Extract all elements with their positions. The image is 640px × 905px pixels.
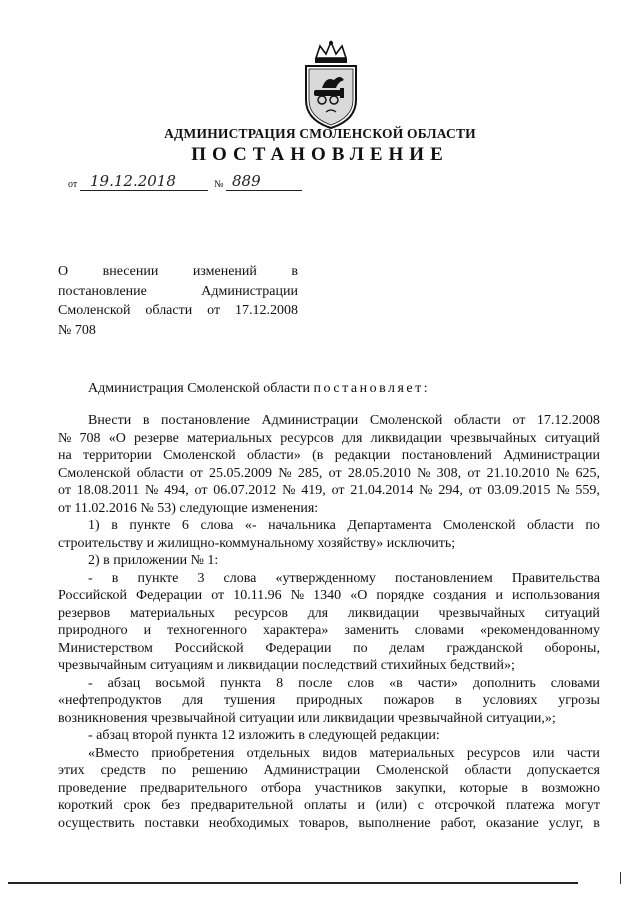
body-word: ресурсов <box>466 745 521 761</box>
body-word: ресурсов <box>234 605 288 621</box>
body-word: Федерации <box>265 640 332 656</box>
body-word: области <box>453 413 501 428</box>
body-line <box>58 570 600 588</box>
body-text <box>58 412 600 832</box>
body-word: постановлением <box>395 570 493 586</box>
subject-word: изменений <box>192 264 257 279</box>
document-type: ПОСТАНОВЛЕНИЕ <box>191 144 449 165</box>
subject-word: Смоленской <box>58 303 131 318</box>
body-word: пункта <box>220 675 262 691</box>
body-word: «О <box>108 430 126 446</box>
body-word: № <box>417 465 431 481</box>
body-word: 17.12.2008 <box>536 413 600 428</box>
body-word: № <box>290 588 305 603</box>
body-word: «Вместо <box>88 745 139 761</box>
body-word: материальных <box>369 745 455 761</box>
body-word: от <box>468 483 482 498</box>
body-word: использования <box>512 588 600 603</box>
body-word: 3 <box>197 570 205 586</box>
body-word: Администрации <box>261 413 359 428</box>
body-word: работ, <box>440 815 477 831</box>
number-label: № <box>214 179 224 190</box>
body-line <box>58 780 600 798</box>
body-word: от <box>211 588 225 603</box>
body-word: резерве <box>134 430 179 446</box>
body-word: 06.07.2012 <box>213 483 277 498</box>
body-word: 494, <box>164 483 189 498</box>
body-word: чрезвычайных <box>449 430 537 446</box>
body-word: и <box>357 798 366 813</box>
body-word: материальных <box>129 605 215 621</box>
body-word: 10.11.96 <box>233 588 282 603</box>
subject-word: постановление <box>58 283 147 299</box>
body-word: и <box>143 623 152 638</box>
subject-word: в <box>291 264 298 279</box>
body-word: поставки <box>144 815 199 831</box>
body-word: и <box>495 588 503 603</box>
subject-word: Администрации <box>201 283 298 299</box>
body-word: восьмой <box>155 675 206 691</box>
body-line <box>58 517 600 535</box>
body-word: начальника <box>268 518 336 533</box>
body-line: - абзац второй пункта 12 изложить в следующей редакции: <box>88 728 440 743</box>
body-word: «утвержденному <box>275 570 376 586</box>
subject-word: внесении <box>102 264 159 279</box>
body-word: решению <box>192 763 248 778</box>
body-word: которые <box>459 780 508 796</box>
body-word: услуг, <box>548 815 584 831</box>
body-word: оплаты <box>303 798 347 813</box>
body-word: предварительной <box>190 798 294 813</box>
body-line <box>58 640 600 658</box>
body-word: 21.04.2014 <box>350 483 414 498</box>
body-word: отбора <box>260 780 302 796</box>
body-word: или <box>532 745 555 761</box>
body-word: (или) <box>375 798 408 813</box>
page-bottom-rule <box>8 882 578 884</box>
body-word: области» <box>246 448 301 463</box>
body-word: постановлений <box>401 448 492 463</box>
body-word: постановление <box>161 413 250 428</box>
body-word: 559, <box>575 483 600 498</box>
body-word: 6 <box>181 518 189 533</box>
body-word: 419, <box>301 483 326 498</box>
body-word: Российской <box>174 640 244 656</box>
body-word: пункте <box>129 518 171 533</box>
body-word: Смоленской <box>163 448 236 463</box>
body-word: территории <box>83 448 152 463</box>
body-word: отсрочкой <box>434 798 496 813</box>
subject-word: 17.12.2008 <box>234 303 298 318</box>
body-word: ликвидации <box>370 430 442 446</box>
body-line <box>58 482 600 500</box>
body-line <box>58 605 600 623</box>
body-word: пункте <box>137 570 179 586</box>
body-word: Правительства <box>511 570 600 586</box>
body-word: 8 <box>276 675 284 691</box>
body-word: № <box>145 483 159 498</box>
body-line <box>58 762 600 780</box>
body-word: по <box>353 640 368 656</box>
body-word: в <box>521 780 528 796</box>
body-word: ресурсов <box>280 430 334 446</box>
body-word: без <box>161 798 181 813</box>
body-word: «рекомендованному <box>480 623 600 638</box>
body-word: области <box>527 518 574 533</box>
body-word: ситуаций <box>544 605 600 621</box>
body-word: заменить <box>344 623 399 638</box>
body-word: в <box>455 693 462 708</box>
body-word: Внести <box>88 413 132 428</box>
body-word: словами <box>550 675 600 691</box>
body-line: строительству и жилищно-коммунальному хозяйству» исключить; <box>58 535 456 551</box>
body-word: платежа <box>505 798 555 813</box>
body-word: 28.05.2010 <box>347 465 411 481</box>
body-word: для <box>182 693 204 708</box>
body-word: в <box>593 815 600 831</box>
body-word: Смоленской <box>442 518 516 533</box>
body-word: средств <box>100 763 146 778</box>
subject-word: области <box>145 303 193 318</box>
body-word: товаров, <box>298 815 349 831</box>
body-word: создания <box>433 588 487 603</box>
organization-name: АДМИНИСТРАЦИЯ СМОЛЕНСКОЙ ОБЛАСТИ <box>164 126 476 141</box>
body-word: слов <box>347 675 375 691</box>
body-word: с <box>417 798 424 813</box>
body-line: чрезвычайным ситуациям и ликвидации последствий стихийных бедствий»; <box>58 658 515 673</box>
preamble <box>88 381 430 397</box>
handwritten-date: 19.12.2018 <box>80 172 208 191</box>
body-word: обороны, <box>544 640 600 656</box>
date-from-label: от <box>68 179 78 190</box>
body-word: № <box>58 430 72 446</box>
body-word: проведение <box>58 780 127 796</box>
body-word: гражданской <box>446 640 523 656</box>
body-word: этих <box>58 763 85 778</box>
body-line: возникновения чрезвычайной ситуации или ликвидации чрезвычайной ситуации,»; <box>58 710 556 726</box>
body-word: Федерации <box>136 588 203 603</box>
body-word: Администрации <box>263 763 361 778</box>
body-word: характера» <box>262 623 329 638</box>
body-word: редакции <box>334 448 391 463</box>
body-line: от 11.02.2016 № 53) следующие изменения: <box>58 500 319 516</box>
body-word: для <box>341 430 363 446</box>
body-line <box>58 797 600 815</box>
body-word: природного <box>58 623 128 638</box>
body-word: Администрации <box>503 448 600 463</box>
subject-word: О <box>58 264 69 279</box>
body-word: осуществить <box>58 815 135 831</box>
body-line: 2) в приложении № 1: <box>88 553 219 568</box>
body-line <box>58 412 600 430</box>
body-line <box>58 675 600 693</box>
body-word: от <box>328 465 342 481</box>
body-word: (в <box>312 448 324 463</box>
body-word: от <box>467 465 481 481</box>
body-word: оказание <box>485 815 539 831</box>
body-word: 294, <box>438 483 463 498</box>
body-word: Смоленской <box>58 465 131 481</box>
body-line <box>58 692 600 710</box>
body-word: закупки, <box>395 780 446 796</box>
body-word: резервов <box>58 605 111 621</box>
body-word: Министерством <box>58 640 153 656</box>
body-word: для <box>307 605 329 621</box>
body-word: видов <box>322 745 358 761</box>
body-word: участников <box>314 780 382 796</box>
body-word: «- <box>244 518 257 533</box>
body-word: абзац <box>107 675 141 691</box>
body-line <box>58 430 600 448</box>
body-word: 1340 <box>313 588 342 603</box>
body-word: от <box>194 483 208 498</box>
body-line <box>58 622 600 640</box>
body-word: тушения <box>223 693 276 708</box>
subject-word: от <box>207 303 221 318</box>
subject-line <box>58 282 298 302</box>
body-word: слова <box>200 518 234 533</box>
body-word: порядке <box>376 588 425 603</box>
body-word: необходимых <box>208 815 290 831</box>
body-word: материальных <box>187 430 273 446</box>
body-word: № <box>278 465 292 481</box>
body-word: чрезвычайных <box>438 605 526 621</box>
body-word: 625, <box>575 465 600 481</box>
body-word: 708 <box>79 430 101 446</box>
body-word: от <box>189 465 203 481</box>
body-word: на <box>58 448 72 463</box>
body-word: «в <box>389 675 403 691</box>
body-word: в <box>142 413 150 428</box>
body-word: - <box>88 570 93 586</box>
body-word: № <box>419 483 433 498</box>
body-word: Департамента <box>347 518 432 533</box>
body-word: 1) <box>88 518 100 533</box>
body-word: «нефтепродуктов <box>58 693 162 708</box>
body-word: природных <box>296 693 363 708</box>
decree-word: постановляет: <box>313 381 431 396</box>
body-word: приобретения <box>151 745 235 761</box>
body-word: Смоленской <box>376 763 449 778</box>
body-word: выполнение <box>358 815 431 831</box>
scan-mark <box>620 872 621 884</box>
subject-line <box>58 301 298 321</box>
body-word: отдельных <box>246 745 310 761</box>
body-word: 03.09.2015 <box>487 483 551 498</box>
body-word: по <box>585 518 600 533</box>
body-word: короткий <box>58 798 113 813</box>
body-word: от <box>58 483 71 498</box>
body-line <box>58 465 600 483</box>
body-word: в <box>111 518 118 533</box>
body-word: делам <box>389 640 425 656</box>
body-word: ситуаций <box>544 430 600 446</box>
body-word: части <box>566 745 600 761</box>
body-word: от <box>512 413 526 428</box>
handwritten-number: 889 <box>226 172 302 191</box>
body-word: словами <box>414 623 464 638</box>
coat-of-arms-emblem <box>296 40 366 132</box>
subject-line <box>58 262 298 282</box>
body-word: допускается <box>527 763 600 778</box>
body-word: № <box>555 465 570 481</box>
body-word: в <box>111 570 119 586</box>
body-word: 285, <box>297 465 323 481</box>
body-word: после <box>298 675 333 691</box>
body-word: угрозы <box>558 693 600 708</box>
body-word: № <box>556 483 570 498</box>
body-word: области <box>464 763 512 778</box>
body-word: слова <box>223 570 257 586</box>
body-word: № <box>282 483 296 498</box>
body-word: - <box>88 675 93 691</box>
body-word: 18.08.2011 <box>76 483 140 498</box>
body-word: части» <box>417 675 458 691</box>
body-word: предварительного <box>140 780 248 796</box>
body-line <box>58 587 600 605</box>
body-word: «О <box>350 588 368 603</box>
body-word: по <box>161 763 177 778</box>
body-word: 21.10.2010 <box>486 465 550 481</box>
body-word: дополнить <box>472 675 536 691</box>
body-word: 25.05.2009 <box>209 465 273 481</box>
preamble-text: Администрация Смоленской области <box>88 381 311 396</box>
body-word: Российской <box>58 588 127 603</box>
body-word: могут <box>565 798 600 813</box>
body-line <box>58 447 600 465</box>
body-word: ликвидации <box>347 605 419 621</box>
subject-block <box>58 262 298 340</box>
subject-word: № 708 <box>58 322 96 338</box>
body-word: условиях <box>482 693 538 708</box>
body-word: пожаров <box>383 693 435 708</box>
body-word: срок <box>123 798 151 813</box>
subject-line <box>58 321 298 341</box>
body-line <box>58 815 600 833</box>
body-word: возможно <box>541 780 600 796</box>
body-word: техногенного <box>167 623 247 638</box>
body-word: от <box>331 483 345 498</box>
body-word: Смоленской <box>369 413 443 428</box>
body-word: области <box>136 465 184 481</box>
body-line <box>58 745 600 763</box>
body-word: 308, <box>436 465 462 481</box>
